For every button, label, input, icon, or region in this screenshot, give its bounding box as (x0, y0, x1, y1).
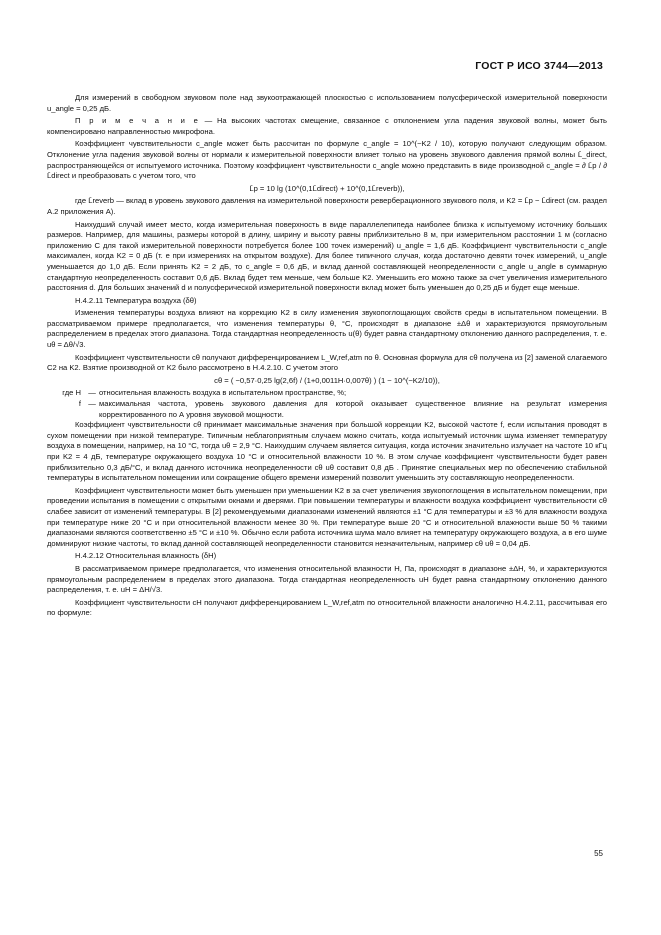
page-number: 55 (594, 849, 603, 858)
formula: L̄p = 10 lg (10^(0,1L̄direct) + 10^(0,1L̄reverb)), (249, 183, 405, 193)
section-heading: Н.4.2.11 Температура воздуха (δθ) (75, 295, 197, 305)
paragraph: где L̄reverb — вклад в уровень звукового давления на измерительной поверхности реверберационного звукового поля, и K2 = L̄p − L̄direct (см. раздел А.2 приложения А). (47, 196, 607, 216)
definition-row: где H — относительная влажность воздуха в испытательном пространстве, %; (47, 388, 607, 399)
paragraph: Коэффициент чувствительности c_angle может быть рассчитан по формуле c_angle = 10^(−K2 / 10), которую получают следующим образом. Отклонение угла падения звуковой волны от нормали к измерительной поверхности влияет только на уровень звукового давления прямой волны L̄_direct, распространяющейся от испытуемого источника. Поэтому коэффициент чувствительности c_angle можно представить в виде производной c_angle = ∂ L̄p / ∂ L̄direct и преобразовать с учетом того, что (47, 139, 607, 181)
paragraph: Коэффициент чувствительности может быть уменьшен при уменьшении K2 в за счет увеличения звукопоглощения в испытательном помещении, при проведении испытания в помещении с открытыми окнами и дверями. При повышении температуры и влажности воздуха коэффициент чувствительности cθ слабее зависит от изменений температуры. В [2] рекомендуемыми диапазонами изменений являются ±1 °C для температуры и ±3 % для влажности воздуха при температуре ниже 20 °C и при относительной влажности менее 30 %. При температуре выше 20 °C и относительной влажности выше 50 % такими диапазонами являются соответственно ±5 °C и ±10 %. Обычно если работа источника шума мало влияет на температуру окружающего воздуха, а в его шуме доминируют низкие частоты, то вклад данной составляющей неопределенности становится незначительным, например cθ uθ = 0,04 дБ. (47, 485, 607, 548)
document-code: ГОСТ Р ИСО 3744—2013 (475, 60, 603, 72)
text-body (47, 93, 607, 621)
definition-key: f (78, 399, 81, 409)
paragraph: Коэффициент чувствительности cH получают дифференцированием L_W,ref,atm по относительной влажности аналогично Н.4.2.11, рассчитывая его по формуле: (47, 597, 607, 618)
formula: cθ = ( −0,57·0,25 lg(2,6f) / (1+0,0011H·0,007θ) ) (1 − 10^(−K2/10)), (214, 375, 440, 385)
paragraph: В рассматриваемом примере предполагается, что изменения относительной влажности H, Па, происходят в диапазоне ±ΔH, %, и характеризуются прямоугольным распределением в пределах этого диапазона. Тогда стандартная неопределенность uH будет равна стандартному отклонению данного распределения, т. е. uH = ΔH/√3. (47, 563, 607, 595)
paragraph: Для измерений в свободном звуковом поле над звукоотражающей плоскостью с использованием полусферической измерительной поверхности u_angle = 0,25 дБ. (47, 93, 607, 113)
paragraph: Изменения температуры воздуха влияют на коррекцию K2 в силу изменения звукопоглощающих свойств среды в испытательном помещении. В рассматриваемом примере предполагается, что изменения температуры θ, °C, происходят в диапазоне ±Δθ и характеризуются прямоугольным распределением в пределах этого диапазона. Тогда стандартная неопределенность u(θ) будет равна стандартному отклонению данного распределения, т. е. uθ = Δθ/√3. (47, 308, 607, 350)
paragraph: Коэффициент чувствительности cθ принимает максимальные значения при большой коррекции K2, высокой частоте f, если испытания проводят в сухом помещении при низкой температуре. Типичным неблагоприятным случаем можно считать, когда испытуемый источник шума изменяет температуру воздуха в помещении, например, на 10 °C, тогда uθ = 2,9 °C. Наихудшим случаем является ситуация, когда источник значительно излучает на частоте 10 кГц при K2 = 4 дБ, температуре окружающего воздуха 10 °C и относительной влажности 10 %. В этом случае коэффициент чувствительности будет равен приблизительно 0,3 дБ/°C, и вклад данного источника неопределенности cθ uθ составит 0,8 дБ . Принятие специальных мер по обеспечению стабильной температуры в испытательном помещении или сокращение общего времени измерений позволит уменьшить эту составляющую неопределенности. (47, 420, 607, 483)
definition-where: где H (62, 388, 81, 398)
definition-text: относительная влажность воздуха в испытательном пространстве, %; (99, 388, 347, 398)
definition-row: f — максимальная частота, уровень звукового давления для которой оказывает существенное влияние на результат измерения корректированного по А уровня звуковой мощности. (47, 399, 607, 420)
note-label: П р и м е ч а н и е (75, 116, 200, 126)
note-text: — На высоких частотах смещение, связанное с отклонением угла падения звуковой волны, может быть компенсировано направленностью микрофона. (47, 116, 608, 136)
note (47, 116, 607, 137)
section-heading: Н.4.2.12 Относительная влажность (δH) (75, 551, 217, 561)
definition-text: максимальная частота, уровень звукового давления для которой оказывает существенное влияние на результат измерения корректированного по А уровня звуковой мощности. (99, 399, 607, 419)
paragraph: Наихудший случай имеет место, когда измерительная поверхность в виде параллелепипеда наиболее близка к испытуемому источнику больших размеров. Например, для машины, размеры которой в длину, ширину и высоту равны приблизительно 8 м, при измерительном расстоянии 1 м (согласно приложению С для такой измерительной поверхности потребуется более 100 точек измерений) u_angle = 1,6 дБ. Коэффициент чувствительности c_angle максимален, когда K2 = 0 дБ (т. е при измерениях на открытом воздухе). Для более типичного случая, когда достаточно девяти точек измерений, u_angle уменьшается до 1,0 дБ. Если принять K2 = 2 дБ, то c_angle = 0,6 дБ, и вклад данной составляющей неопределенности c_angle u_angle в суммарную стандартную неопределенность составит 0,6 дБ. Вклад будет тем меньше, чем больше K2. Уменьшить его можно также за счет увеличения измерительного расстояния d. Для больших значений d и полусферической измерительной поверхности вклад может быть уменьшен до 0,25 дБ и будет еще меньше. (47, 219, 607, 293)
paragraph: Коэффициент чувствительности cθ получают дифференцированием L_W,ref,atm по θ. Основная формула для cθ получена из [2] заменой слагаемого C2 на K2. Взятие производной от K2 было рассмотрено в Н.4.2.10. С учетом этого (47, 352, 607, 373)
